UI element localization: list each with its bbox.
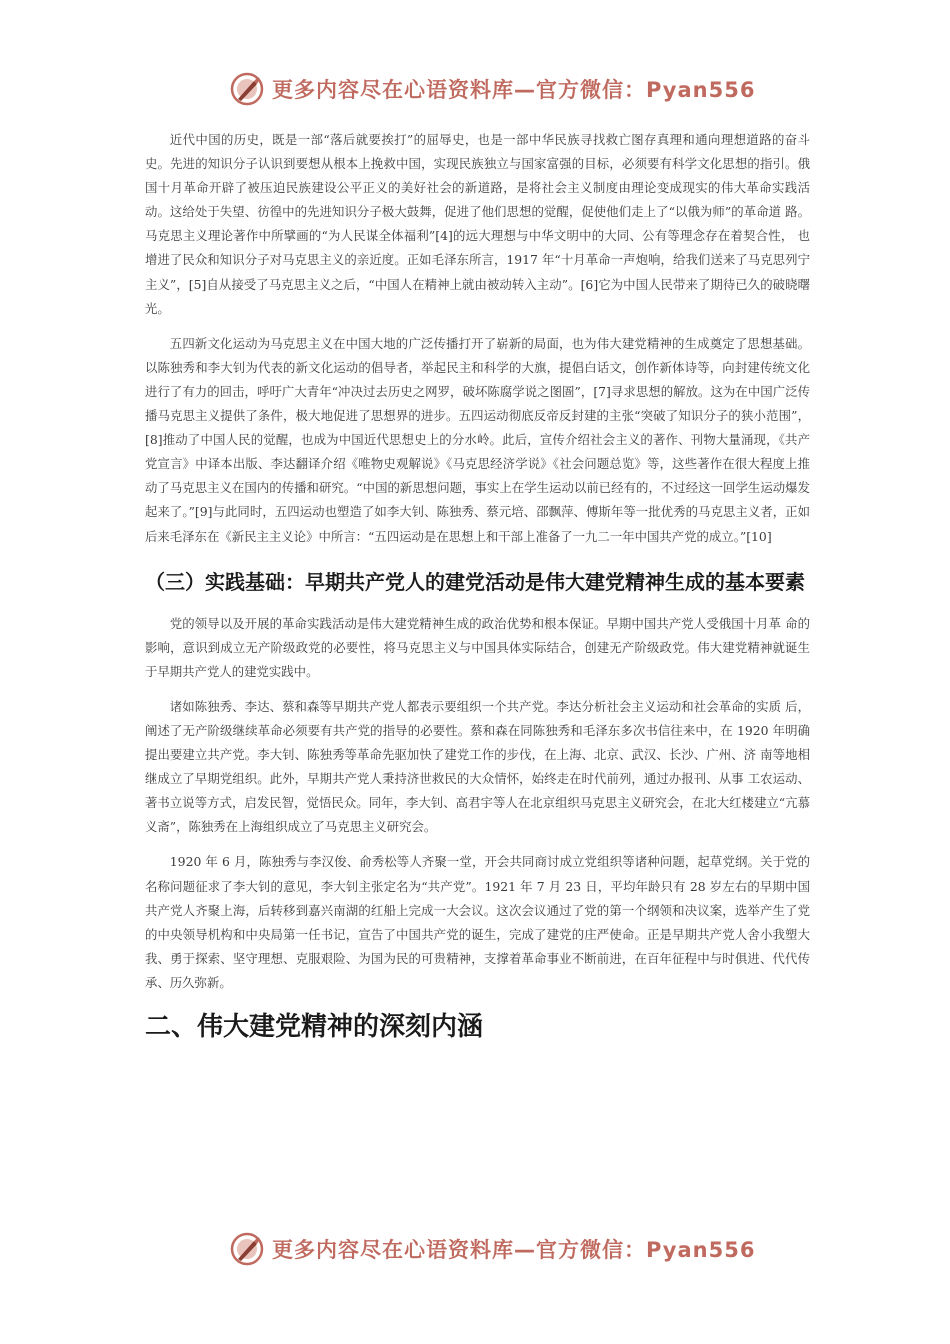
watermark-footer bbox=[230, 1232, 755, 1266]
document-body bbox=[145, 128, 810, 1047]
paragraph: 党的领导以及开展的革命实践活动是伟大建党精神生成的政治优势和根本保证。早期中国共产党人受俄国十月革 命的影响，意识到成立无产阶级政党的必要性，将马克思主义与中国具体实际结合，创建无产阶级政党。伟大建党精神就诞生于早期共产党人的建党实践中。 bbox=[145, 615, 810, 679]
paragraph: 五四新文化运动为马克思主义在中国大地的广泛传播打开了崭新的局面，也为伟大建党精神的生成奠定了思想基础。以陈独秀和李大钊为代表的新文化运动的倡导者，举起民主和科学的大旗，提倡白话文，创作新体诗等，向封建传统文化进行了有力的回击，呼吁广大青年“冲决过去历史之网罗，破坏陈腐学说之图圄”，[7]寻求思想的解放。这为在中国广泛传播马克思主义提供了条件，极大地促进了思想界的进步。五四运动彻底反帝反封建的主张“突破了知识分子的狭小范围”，[8]推动了中国人民的觉醒，也成为中国近代思想史上的分水岭。此后，宣传介绍社会主义的著作、刊物大量涌现，《共产党宣言》中译本出版、李达翻译介绍《唯物史观解说》《马克思经济学说》《社会问题总览》等，这些著作在很大程度上推动了马克思主义在国内的传播和研究。“中国的新思想问题，事实上在学生运动以前已经有的，不过经这一回学生运动爆发起来了。”[9]与此同时，五四运动也塑造了如李大钊、陈独秀、蔡元培、邵飘萍、傅斯年等一批优秀的马克思主义者，正如后来毛泽东在《新民主主义论》中所言：“五四运动是在思想上和干部上准备了一九二一年中国共产党的成立。”[10] bbox=[145, 335, 810, 544]
pen-seal-icon bbox=[230, 72, 264, 106]
paragraph: 近代中国的历史，既是一部“落后就要挨打”的屈辱史，也是一部中华民族寻找救亡图存真理和通向理想道路的奋斗史。先进的知识分子认识到要想从根本上挽救中国，实现民族独立与国家富强的目标，必须要有科学文化思想的指引。俄国十月革命开辟了被压迫民族建设公平正义的美好社会的新道路，是将社会主义制度由理论变成现实的伟大革命实践活动。这给处于失望、彷徨中的先进知识分子极大鼓舞，促进了他们思想的觉醒，促使他们走上了“以俄为师”的革命道 路。马克思主义理论著作中所擘画的“为人民谋全体福利”[4]的远大理想与中华文明中的大同、公有等理念存在着契合性， 也增进了民众和知识分子对马克思主义的亲近度。正如毛泽东所言，1917 年“十月革命一声炮响，给我们送来了马克思列宁主义”，[5]自从接受了马克思主义之后，“中国人在精神上就由被动转入主动”。[6]它为中国人民带来了期待已久的破晓曙光。 bbox=[145, 132, 810, 316]
watermark-text: 更多内容尽在心语资料库—官方微信：Pyan556 bbox=[272, 1238, 756, 1262]
watermark-text: 更多内容尽在心语资料库—官方微信：Pyan556 bbox=[272, 78, 756, 102]
section-heading: （三）实践基础：早期共产党人的建党活动是伟大建党精神生成的基本要素 bbox=[145, 569, 805, 594]
paragraph: 诸如陈独秀、李达、蔡和森等早期共产党人都表示要组织一个共产党。李达分析社会主义运动和社会革命的实质 后，阐述了无产阶级继续革命必须要有共产党的指导的必要性。蔡和森在同陈独秀和毛泽东多次书信往来中，在 1920 年明确提出要建立共产党。李大钊、陈独秀等革命先驱加快了建党工作的步伐，在上海、北京、武汉、长沙、广州、济 南等地相继成立了早期党组织。此外，早期共产党人秉持济世救民的大众情怀，始终走在时代前列，通过办报刊、从事 工农运动、著书立说等方式，启发民智，觉悟民众。同年，李大钊、高君宇等人在北京组织马克思主义研究会，在北大红楼建立“亢慕义斋”，陈独秀在上海组织成立了马克思主义研究会。 bbox=[145, 698, 810, 835]
paragraph: 1920 年 6 月，陈独秀与李汉俊、俞秀松等人齐聚一堂，开会共同商讨成立党组织等诸种问题，起草党纲。关于党的名称问题征求了李大钊的意见，李大钊主张定名为“共产党”。1921 年 7 月 23 日，平均年龄只有 28 岁左右的早期中国共产党人齐聚上海，后转移到嘉兴南湖的红船上完成一大会议。这次会议通过了党的第一个纲领和决议案，选举产生了党的中央领导机构和中央局第一任书记，宣告了中国共产党的诞生，完成了建党的庄严使命。正是早期共产党人舍小我塑大我、勇于探索、坚守理想、克服艰险、为国为民的可贵精神，支撑着革命事业不断前进，在百年征程中与时俱进、代代传承、历久弥新。 bbox=[145, 854, 810, 990]
watermark-header bbox=[230, 72, 755, 106]
pen-seal-icon bbox=[230, 1232, 264, 1266]
chapter-heading: 二、伟大建党精神的深刻内涵 bbox=[145, 1012, 484, 1042]
